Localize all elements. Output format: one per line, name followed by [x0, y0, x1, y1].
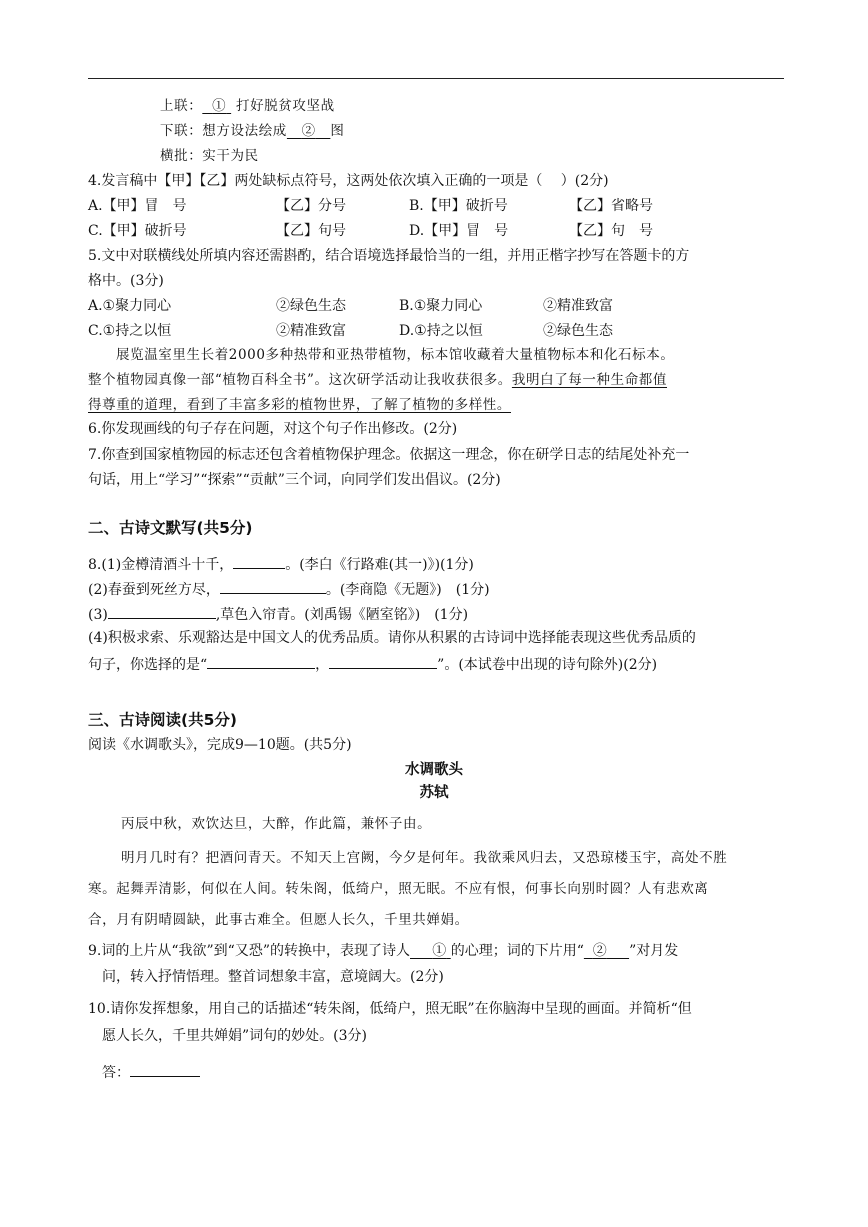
q10-stem-line1: 10.请你发挥想象，用自己的话描述“转朱阁，低绮户，照无眠”在你脑海中呈现的画面。并简析“但	[88, 1001, 692, 1017]
q5-option-d2: ②绿色生态	[543, 323, 613, 339]
q10-stem-line2: 愿人长久，千里共婵娟”词句的妙处。(3分)	[102, 1028, 367, 1044]
couplet-lower: 下联：想方设法绘成 ② 图	[160, 123, 345, 139]
passage-line3	[88, 396, 511, 414]
q7-stem-line1: 7.你查到国家植物园的标志还包含着植物保护理念。依据这一理念，你在研学日志的结尾处补充一	[88, 447, 690, 463]
q4-option-b2: 【乙】省略号	[569, 198, 653, 214]
poem-line1: 明月几时有？把酒问青天。不知天上宫阙，今夕是何年。我欲乘风归去，又恐琼楼玉宇，高处不胜	[121, 850, 728, 866]
q5-option-b2: ②精准致富	[543, 298, 613, 314]
q5-option-a1: A.①聚力同心	[88, 298, 172, 314]
answer-blank[interactable]	[108, 604, 216, 619]
couplet-blank-2: ②	[301, 123, 316, 139]
q5-option-c2: ②精准致富	[276, 323, 346, 339]
answer-line: 答：	[102, 1062, 200, 1082]
poem-line3: 合，月有阴晴圆缺，此事古难全。但愿人长久，千里共婵娟。	[88, 912, 469, 928]
q5-option-d1: D.①持之以恒	[399, 323, 483, 339]
passage-line2: 整个植物园真像一部“植物百科全书”。这次研学活动让我收获很多。我明白了每一种生命都值	[88, 372, 668, 388]
q6-stem: 6.你发现画线的句子存在问题，对这个句子作出修改。(2分)	[88, 421, 458, 437]
section-heading-2: 二、古诗文默写(共5分)	[88, 519, 253, 537]
q5-option-c1: C.①持之以恒	[88, 323, 172, 339]
q8-item3: (3) ,草色入帘青。(刘禹锡《陋室铭》) (1分)	[88, 604, 468, 624]
q4-stem: 4.发言稿中【甲】【乙】两处缺标点符号，这两处依次填入正确的一项是（ ）(2分)	[88, 173, 609, 189]
answer-blank[interactable]	[130, 1062, 200, 1077]
reading-intro: 阅读《水调歌头》，完成9—10题。(共5分)	[88, 737, 352, 753]
q9-stem-line2: 问，转入抒情悟理。整首词想象丰富，意境阔大。(2分)	[102, 969, 444, 985]
couplet-blank-1: ①	[212, 98, 227, 114]
couplet-horizontal: 横批：实干为民	[160, 148, 259, 164]
q9-blank-1[interactable]: ①	[432, 943, 447, 959]
poem-preface: 丙辰中秋，欢饮达旦，大醉，作此篇，兼怀子由。	[121, 816, 432, 832]
q8-item1: 8.(1)金樽清酒斗十千， 。(李白《行路难(其一)》)(1分)	[88, 554, 474, 574]
q4-option-c2: 【乙】句号	[276, 223, 346, 239]
q8-item2: (2)春蚕到死丝方尽， 。(李商隐《无题》) (1分)	[88, 579, 490, 599]
q9-stem-line1: 9.词的上片从“我欲”到“又恐”的转换中，表现了诗人 ① 的心理；词的下片用“ ② ”对月发	[88, 943, 679, 959]
answer-blank[interactable]	[233, 554, 285, 569]
poem-line2: 寒。起舞弄清影，何似在人间。转朱阁，低绮户，照无眠。不应有恨，何事长向别时圆？人有悲欢离	[88, 881, 709, 897]
q5-stem-line1: 5.文中对联横线处所填内容还需斟酌，结合语境选择最恰当的一组，并用正楷字抄写在答题卡的方	[88, 248, 690, 264]
passage-underlined-sentence-part1: 我明白了每一种生命都值	[511, 372, 668, 388]
q7-stem-line2: 句话，用上“学习”“探索”“贡献”三个词，向同学们发出倡议。(2分)	[88, 472, 501, 488]
header-rule	[88, 78, 784, 79]
passage-line1: 展览温室里生长着2000多种热带和亚热带植物，标本馆收藏着大量植物标本和化石标本。	[116, 347, 675, 363]
answer-blank[interactable]	[220, 579, 326, 594]
q5-stem-line2: 格中。(3分)	[88, 273, 164, 289]
q8-item4-line2: 句子，你选择的是“ ， ”。(本试卷中出现的诗句除外)(2分)	[88, 654, 657, 674]
q4-option-c1: C.【甲】破折号	[88, 223, 187, 239]
q5-option-b1: B.①聚力同心	[399, 298, 483, 314]
q8-item4-line1: (4)积极求索、乐观豁达是中国文人的优秀品质。请你从积累的古诗词中选择能表现这些优秀品质的	[88, 630, 696, 646]
couplet-upper: 上联： ① 打好脱贫攻坚战	[160, 98, 335, 114]
passage-underlined-sentence-part2: 得尊重的道理，看到了丰富多彩的植物世界，了解了植物的多样性。	[88, 397, 511, 413]
poem-title: 水调歌头	[405, 762, 463, 778]
q4-option-d1: D.【甲】冒 号	[409, 223, 509, 239]
q4-option-a1: A.【甲】冒 号	[88, 198, 187, 214]
section-heading-3: 三、古诗阅读(共5分)	[88, 711, 237, 729]
answer-blank[interactable]	[329, 654, 437, 669]
q5-option-a2: ②绿色生态	[276, 298, 346, 314]
answer-blank[interactable]	[207, 654, 315, 669]
q4-option-d2: 【乙】句 号	[569, 223, 653, 239]
q4-option-a2: 【乙】分号	[276, 198, 346, 214]
q4-option-b1: B.【甲】破折号	[409, 198, 508, 214]
poem-author: 苏轼	[419, 785, 449, 801]
q9-blank-2[interactable]: ②	[592, 943, 607, 959]
